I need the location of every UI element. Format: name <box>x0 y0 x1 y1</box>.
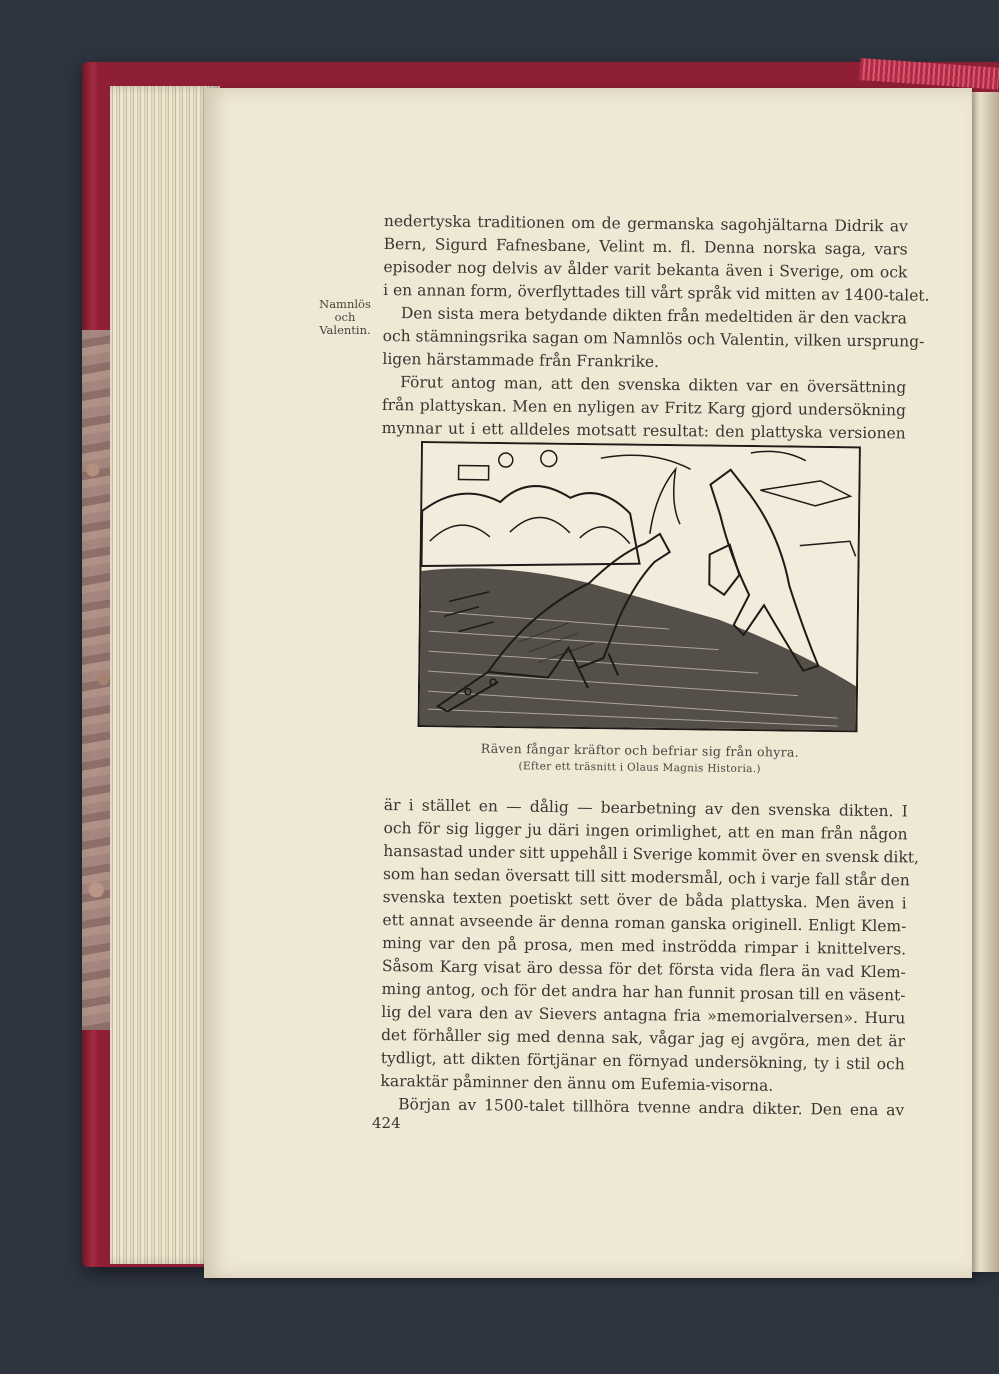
text-line: karaktär påminner den ännu om Eufemia-visorna. <box>380 1071 774 1095</box>
caption-source: (Efter ett träsnitt i Olaus Magnis Historia.) <box>518 760 761 776</box>
paragraph-top <box>381 210 930 445</box>
text-line: ming antog, och för det andra har han funnit prosan till en väsent- <box>381 979 906 1005</box>
text-line: och stämningsrika sagan om Namnlös och Valentin, vilken ursprung- <box>382 326 925 351</box>
text-line: Bern, Sigurd Fafnesbane, Velint m. fl. Denna norska saga, vars <box>383 234 908 259</box>
margin-note-line: Namnlös <box>319 297 371 311</box>
text-line: hansastad under sitt uppehåll i Sverige kommit över en svensk dikt, <box>383 841 920 867</box>
text-line: nedertyska traditionen om de germanska sagohjältarna Didrik av <box>383 211 908 236</box>
text-line: ett annat avseende är denna roman ganska originell. Enligt Klem- <box>382 910 907 936</box>
text-line: mynnar ut i ett alldeles motsatt resultat: den plattyska versionen <box>381 418 906 443</box>
text-line: Såsom Karg visat äro dessa för det första vida flera än vad Klem- <box>381 956 906 982</box>
text-line: från plattyskan. Men en nyligen av Fritz Karg gjord undersökning <box>381 395 907 420</box>
margin-note <box>312 298 378 337</box>
caption-title: Räven fångar kräftor och befriar sig från ohyra. <box>480 740 800 760</box>
text-line: Början av 1500-talet tillhöra tvenne andra dikter. Den ena av <box>398 1095 905 1120</box>
text-line: är i stället en — dålig — bearbetning av den svenska dikten. I <box>383 795 908 821</box>
margin-note-line: Valentin. <box>319 323 371 337</box>
text-line: episoder nog delvis av ålder varit bekanta även i Sverige, om ock <box>383 257 908 282</box>
text-line: och för sig ligger ju däri ingen orimlighet, att en man från någon <box>383 818 908 844</box>
text-line: Förut antog man, att den svenska dikten var en översättning <box>400 373 907 397</box>
text-line: ligen härstammade från Frankrike. <box>382 349 660 371</box>
margin-note-line: och <box>334 310 356 324</box>
text-line: svenska texten poetiskt sett över de båda plattyska. Men även i <box>382 887 907 913</box>
text-line: det förhåller sig med denna sak, vågar jag ej avgöra, men det är <box>380 1025 906 1051</box>
text-line: lig del vara den av Sievers antagna fria »memorialversen». Huru <box>381 1002 906 1028</box>
figure-caption <box>420 740 860 776</box>
paragraph-bottom <box>380 794 920 1122</box>
right-page-edge <box>968 92 999 1272</box>
text-line: som han sedan översatt till sitt modersmål, och i varje fall står den <box>382 864 910 890</box>
text-line: Den sista mera betydande dikten från medeltiden är den vackra <box>400 304 907 328</box>
woodcut-illustration <box>418 441 861 732</box>
page-number: 424 <box>372 1114 401 1132</box>
text-line: ming var den på prosa, men med inströdda rimpar i knittelvers. <box>382 933 907 959</box>
text-line: i en annan form, överflyttades till vårt språk vid mitten av 1400-talet. <box>383 280 930 305</box>
text-line: tydligt, att dikten förtjänar en förnyad undersökning, ty i stil och <box>380 1048 905 1074</box>
